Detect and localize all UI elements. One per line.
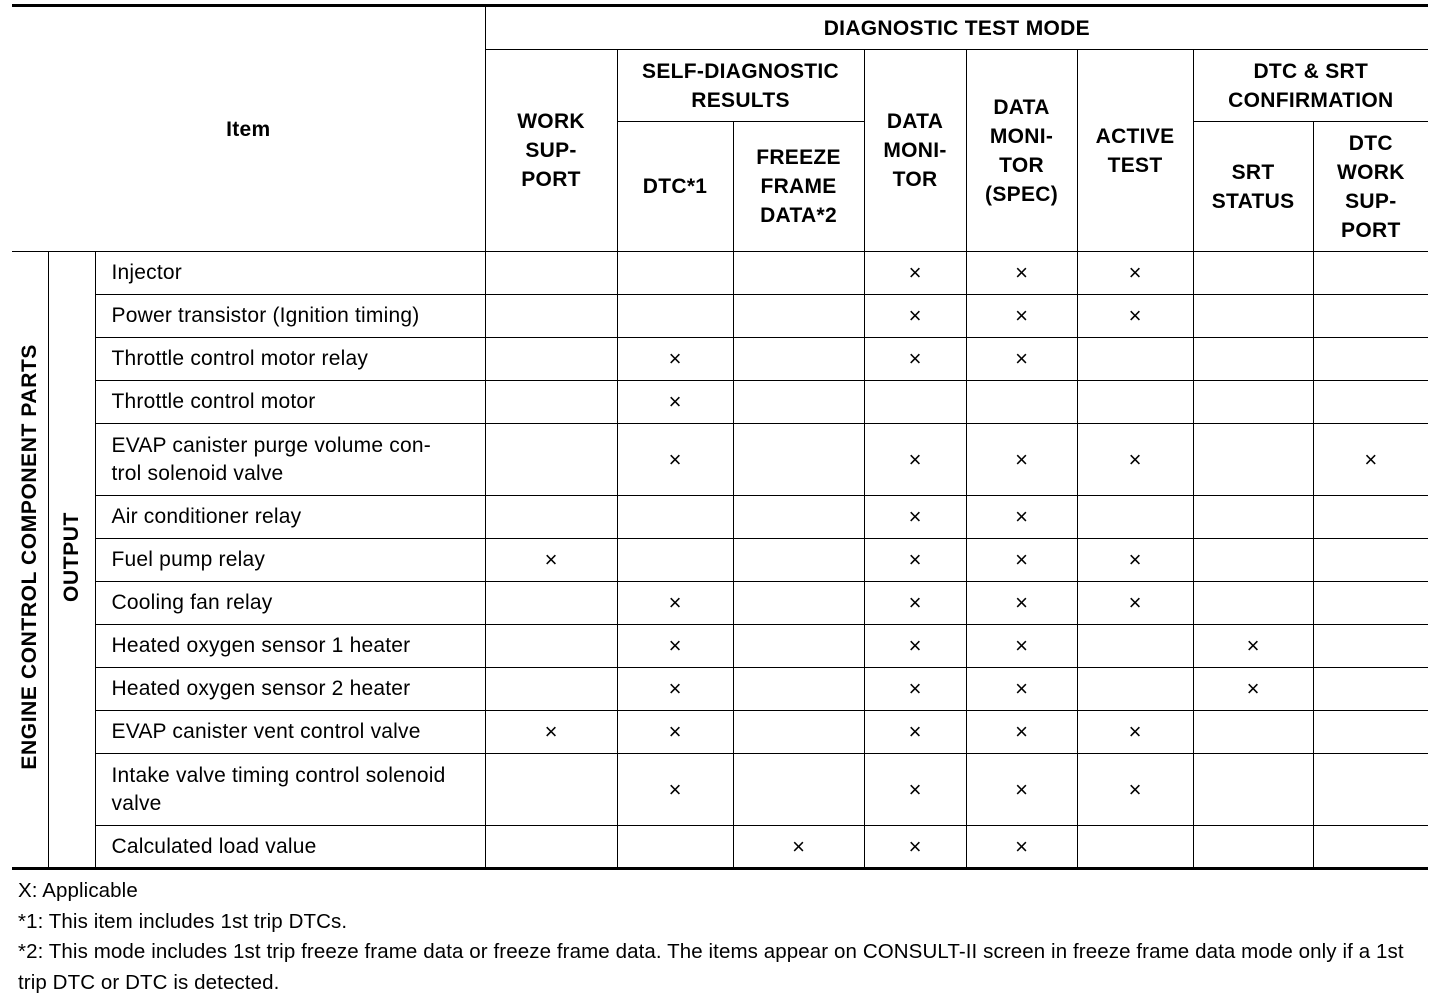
- subgroup-label: OUTPUT: [59, 511, 83, 602]
- applicable-mark: ×: [1015, 346, 1028, 371]
- mark-cell-data-monitor-spec: [966, 539, 1077, 582]
- item-name: Cooling fan relay: [95, 582, 485, 625]
- mark-cell-work-support: [485, 668, 617, 711]
- item-name: EVAP canister vent control valve: [95, 711, 485, 754]
- mark-cell-freeze-frame-data: [733, 711, 864, 754]
- mark-cell-freeze-frame-data: [733, 539, 864, 582]
- applicable-mark: ×: [1015, 547, 1028, 572]
- mark-cell-data-monitor: [864, 754, 966, 826]
- mark-cell-work-support: [485, 338, 617, 381]
- item-header: Item: [12, 6, 485, 252]
- mark-cell-dtc-work-support: [1313, 338, 1428, 381]
- mark-cell-data-monitor-spec: [966, 668, 1077, 711]
- mark-cell-active-test: [1077, 295, 1193, 338]
- applicable-mark: ×: [908, 719, 922, 744]
- mark-cell-data-monitor: [864, 668, 966, 711]
- mark-cell-data-monitor: [864, 582, 966, 625]
- mark-cell-dtc-work-support: [1313, 381, 1428, 424]
- mark-cell-active-test: [1077, 582, 1193, 625]
- mark-cell-dtc: [617, 754, 733, 826]
- applicable-mark: ×: [908, 346, 922, 371]
- footnotes: [12, 876, 1428, 998]
- applicable-mark: ×: [908, 260, 922, 285]
- mark-cell-srt-status: [1193, 496, 1313, 539]
- applicable-mark: ×: [1015, 833, 1028, 859]
- mark-cell-freeze-frame-data: [733, 826, 864, 869]
- mark-cell-active-test: [1077, 754, 1193, 826]
- mark-cell-dtc-work-support: [1313, 711, 1428, 754]
- footnote-dtc: *1: This item includes 1st trip DTCs.: [18, 909, 348, 933]
- mark-cell-dtc-work-support: [1313, 582, 1428, 625]
- mark-cell-data-monitor-spec: [966, 711, 1077, 754]
- mark-cell-data-monitor: [864, 625, 966, 668]
- mark-cell-active-test: [1077, 338, 1193, 381]
- item-name: Air conditioner relay: [95, 496, 485, 539]
- mark-cell-work-support: [485, 625, 617, 668]
- mark-cell-srt-status: [1193, 424, 1313, 496]
- applicable-mark: ×: [1128, 719, 1142, 744]
- mark-cell-srt-status: [1193, 711, 1313, 754]
- applicable-mark: ×: [1128, 303, 1142, 328]
- applicable-mark: ×: [544, 719, 558, 744]
- mark-cell-data-monitor-spec: [966, 826, 1077, 869]
- mark-cell-active-test: [1077, 668, 1193, 711]
- mark-cell-dtc-work-support: [1313, 754, 1428, 826]
- mark-cell-freeze-frame-data: [733, 625, 864, 668]
- applicable-mark: ×: [1128, 260, 1142, 285]
- applicable-mark: ×: [544, 547, 558, 572]
- mark-cell-active-test: [1077, 424, 1193, 496]
- applicable-mark: ×: [1015, 719, 1028, 744]
- mark-cell-work-support: [485, 539, 617, 582]
- item-name: Intake valve timing control solenoid valve: [95, 754, 485, 826]
- applicable-mark: ×: [668, 389, 682, 414]
- group-label: ENGINE CONTROL COMPONENT PARTS: [17, 343, 41, 770]
- mark-cell-data-monitor-spec: [966, 381, 1077, 424]
- table-row: [12, 582, 1428, 625]
- mark-cell-dtc: [617, 295, 733, 338]
- item-name: Injector: [95, 252, 485, 295]
- mark-cell-srt-status: [1193, 295, 1313, 338]
- dtc-srt-confirmation-header: DTC & SRT CONFIRMATION: [1193, 50, 1428, 122]
- applicable-mark: ×: [668, 446, 682, 472]
- table-row: [12, 338, 1428, 381]
- applicable-mark: ×: [1015, 446, 1028, 472]
- mark-cell-work-support: [485, 754, 617, 826]
- applicable-mark: ×: [1015, 260, 1028, 285]
- table-row: [12, 711, 1428, 754]
- dtc-header: DTC*1: [617, 122, 733, 252]
- applicable-mark: ×: [1364, 446, 1378, 472]
- mark-cell-srt-status: [1193, 754, 1313, 826]
- mark-cell-srt-status: [1193, 338, 1313, 381]
- mark-cell-dtc-work-support: [1313, 826, 1428, 869]
- mark-cell-work-support: [485, 381, 617, 424]
- mark-cell-dtc: [617, 381, 733, 424]
- mark-cell-freeze-frame-data: [733, 424, 864, 496]
- mark-cell-data-monitor-spec: [966, 252, 1077, 295]
- mark-cell-dtc-work-support: [1313, 539, 1428, 582]
- mark-cell-data-monitor: [864, 539, 966, 582]
- mark-cell-work-support: [485, 711, 617, 754]
- applicable-mark: ×: [1015, 303, 1028, 328]
- applicable-mark: ×: [908, 446, 922, 472]
- mark-cell-data-monitor: [864, 424, 966, 496]
- item-name: Heated oxygen sensor 1 heater: [95, 625, 485, 668]
- applicable-mark: ×: [908, 676, 922, 701]
- mark-cell-data-monitor: [864, 381, 966, 424]
- active-test-header: ACTIVE TEST: [1077, 50, 1193, 252]
- item-name: Calculated load value: [95, 826, 485, 869]
- diagnostic-test-mode-table: [12, 4, 1428, 870]
- self-diagnostic-results-header: SELF-DIAGNOSTIC RESULTS: [617, 50, 864, 122]
- mark-cell-dtc: [617, 496, 733, 539]
- mark-cell-dtc: [617, 625, 733, 668]
- mark-cell-dtc: [617, 338, 733, 381]
- mark-cell-data-monitor: [864, 338, 966, 381]
- mark-cell-srt-status: [1193, 252, 1313, 295]
- mark-cell-dtc: [617, 539, 733, 582]
- mark-cell-active-test: [1077, 826, 1193, 869]
- applicable-mark: ×: [908, 547, 922, 572]
- item-name: Heated oxygen sensor 2 heater: [95, 668, 485, 711]
- mark-cell-data-monitor-spec: [966, 295, 1077, 338]
- mark-cell-srt-status: [1193, 381, 1313, 424]
- mark-cell-data-monitor: [864, 496, 966, 539]
- applicable-mark: ×: [668, 633, 682, 658]
- applicable-mark: ×: [908, 633, 922, 658]
- mark-cell-freeze-frame-data: [733, 381, 864, 424]
- mark-cell-freeze-frame-data: [733, 496, 864, 539]
- mark-cell-work-support: [485, 295, 617, 338]
- mark-cell-srt-status: [1193, 625, 1313, 668]
- data-monitor-spec-header: DATA MONI- TOR (SPEC): [966, 50, 1077, 252]
- applicable-mark: ×: [1246, 633, 1260, 658]
- mark-cell-data-monitor-spec: [966, 625, 1077, 668]
- mark-cell-data-monitor: [864, 711, 966, 754]
- applicable-mark: ×: [908, 833, 922, 859]
- item-name: Power transistor (Ignition timing): [95, 295, 485, 338]
- mark-cell-work-support: [485, 496, 617, 539]
- mark-cell-active-test: [1077, 625, 1193, 668]
- freeze-frame-data-header: FREEZE FRAME DATA*2: [733, 122, 864, 252]
- mark-cell-dtc: [617, 424, 733, 496]
- item-name: Fuel pump relay: [95, 539, 485, 582]
- table-row: [12, 826, 1428, 869]
- mark-cell-dtc: [617, 711, 733, 754]
- mark-cell-dtc: [617, 668, 733, 711]
- mark-cell-dtc-work-support: [1313, 252, 1428, 295]
- applicable-mark: ×: [1015, 776, 1028, 802]
- mark-cell-work-support: [485, 826, 617, 869]
- mark-cell-active-test: [1077, 252, 1193, 295]
- applicable-mark: ×: [1015, 633, 1028, 658]
- table-row: [12, 668, 1428, 711]
- item-name: EVAP canister purge volume con- trol solenoid valve: [95, 424, 485, 496]
- mark-cell-dtc: [617, 826, 733, 869]
- item-name: Throttle control motor: [95, 381, 485, 424]
- mark-cell-dtc-work-support: [1313, 496, 1428, 539]
- table-row: [12, 424, 1428, 496]
- mark-cell-srt-status: [1193, 582, 1313, 625]
- mark-cell-dtc-work-support: [1313, 625, 1428, 668]
- table-row: [12, 381, 1428, 424]
- mark-cell-freeze-frame-data: [733, 668, 864, 711]
- applicable-mark: ×: [792, 833, 805, 859]
- table-row: [12, 496, 1428, 539]
- applicable-mark: ×: [1128, 590, 1142, 615]
- mark-cell-data-monitor-spec: [966, 424, 1077, 496]
- applicable-mark: ×: [1128, 547, 1142, 572]
- footnote-applicable: X: Applicable: [18, 879, 138, 902]
- item-name: Throttle control motor relay: [95, 338, 485, 381]
- table-row: [12, 754, 1428, 826]
- applicable-mark: ×: [1015, 590, 1028, 615]
- mark-cell-active-test: [1077, 539, 1193, 582]
- mark-cell-active-test: [1077, 381, 1193, 424]
- mark-cell-freeze-frame-data: [733, 582, 864, 625]
- mark-cell-dtc: [617, 582, 733, 625]
- mark-cell-data-monitor-spec: [966, 754, 1077, 826]
- applicable-mark: ×: [1246, 676, 1260, 701]
- applicable-mark: ×: [668, 676, 682, 701]
- applicable-mark: ×: [668, 590, 682, 615]
- applicable-mark: ×: [1015, 504, 1028, 529]
- srt-status-header: SRT STATUS: [1193, 122, 1313, 252]
- mark-cell-work-support: [485, 252, 617, 295]
- subgroup-label-cell: [48, 252, 95, 869]
- table-row: [12, 625, 1428, 668]
- applicable-mark: ×: [1128, 776, 1142, 802]
- mark-cell-data-monitor: [864, 295, 966, 338]
- table-body: [12, 252, 1428, 869]
- mark-cell-freeze-frame-data: [733, 252, 864, 295]
- mark-cell-active-test: [1077, 711, 1193, 754]
- applicable-mark: ×: [668, 719, 682, 744]
- dtc-work-support-header: DTC WORK SUP- PORT: [1313, 122, 1428, 252]
- work-support-header: WORK SUP- PORT: [485, 50, 617, 252]
- applicable-mark: ×: [1128, 446, 1142, 472]
- applicable-mark: ×: [908, 776, 922, 802]
- mark-cell-srt-status: [1193, 826, 1313, 869]
- table-row: [12, 295, 1428, 338]
- applicable-mark: ×: [1015, 676, 1028, 701]
- applicable-mark: ×: [668, 776, 682, 802]
- mark-cell-data-monitor-spec: [966, 582, 1077, 625]
- data-monitor-header: DATA MONI- TOR: [864, 50, 966, 252]
- table-row: [12, 252, 1428, 295]
- applicable-mark: ×: [668, 346, 682, 371]
- mark-cell-srt-status: [1193, 668, 1313, 711]
- mark-cell-active-test: [1077, 496, 1193, 539]
- footnote-freeze-frame: *2: This mode includes 1st trip freeze frame data or freeze frame data. The items appear on CONSULT-II screen in freeze frame data mode only if a 1st trip DTC or DTC is detected.: [18, 940, 1404, 994]
- diagnostic-test-mode-header: DIAGNOSTIC TEST MODE: [485, 6, 1428, 50]
- mark-cell-data-monitor: [864, 252, 966, 295]
- mark-cell-dtc: [617, 252, 733, 295]
- applicable-mark: ×: [908, 504, 922, 529]
- mark-cell-work-support: [485, 582, 617, 625]
- table-header: [12, 6, 1428, 252]
- applicable-mark: ×: [908, 590, 922, 615]
- mark-cell-freeze-frame-data: [733, 338, 864, 381]
- mark-cell-data-monitor: [864, 826, 966, 869]
- mark-cell-work-support: [485, 424, 617, 496]
- table-row: [12, 539, 1428, 582]
- mark-cell-srt-status: [1193, 539, 1313, 582]
- mark-cell-freeze-frame-data: [733, 295, 864, 338]
- applicable-mark: ×: [908, 303, 922, 328]
- mark-cell-data-monitor-spec: [966, 338, 1077, 381]
- diagnostic-mode-sheet: [12, 4, 1428, 998]
- mark-cell-dtc-work-support: [1313, 424, 1428, 496]
- mark-cell-data-monitor-spec: [966, 496, 1077, 539]
- mark-cell-freeze-frame-data: [733, 754, 864, 826]
- group-label-cell: [12, 252, 48, 869]
- mark-cell-dtc-work-support: [1313, 668, 1428, 711]
- mark-cell-dtc-work-support: [1313, 295, 1428, 338]
